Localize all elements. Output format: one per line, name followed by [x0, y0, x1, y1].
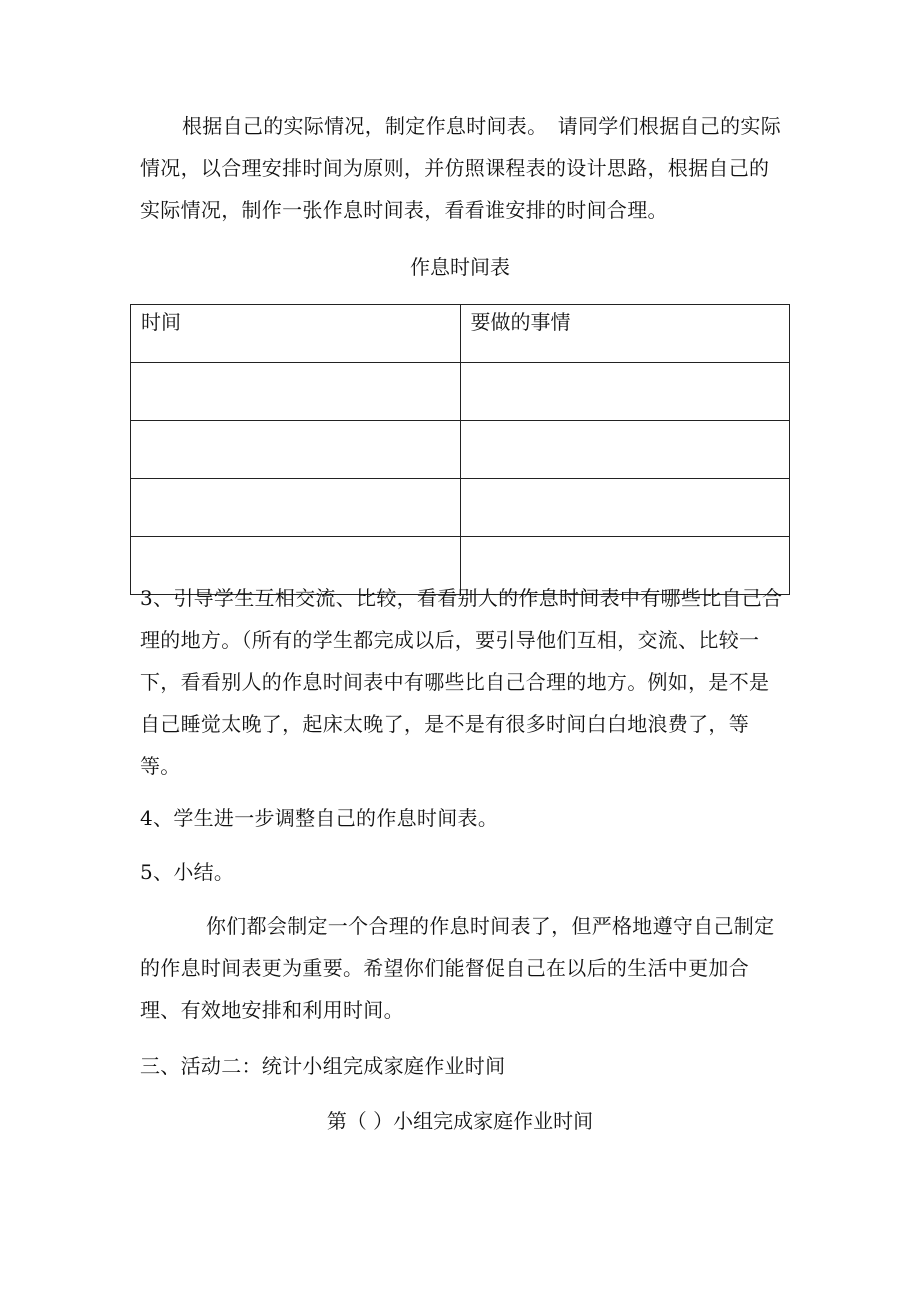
header-activity: 要做的事情 — [460, 305, 790, 363]
activity-cell — [460, 421, 790, 479]
table-row — [131, 421, 790, 479]
step-3-paragraph: 3、引导学生互相交流、比较，看看别人的作息时间表中有哪些比自己合理的地方。（所有的学生都完成以后，要引导他们互相，交流、比较一下，看看别人的作息时间表中有哪些比自己合理的地方。例如，是不是自己睡觉太晚了，起床太晚了，是不是有很多时间白白地浪费了，等等。 — [140, 586, 783, 778]
activity-cell — [460, 479, 790, 537]
step-5-paragraph: 5、小结。 — [140, 860, 235, 884]
schedule-table-title: 作息时间表 — [410, 255, 510, 279]
activity-cell — [460, 363, 790, 421]
header-time: 时间 — [131, 305, 461, 363]
step-4-paragraph: 4、学生进一步调整自己的作息时间表。 — [140, 806, 499, 830]
time-cell — [131, 421, 461, 479]
intro-paragraph: 根据自己的实际情况，制定作息时间表。 请同学们根据自己的实际情况，以合理安排时间为原则，并仿照课程表的设计思路，根据自己的实际情况，制作一张作息时间表，看看谁安排的时间合理。 — [140, 114, 781, 222]
time-cell — [131, 479, 461, 537]
activity-2-heading: 三、活动二：统计小组完成家庭作业时间 — [140, 1054, 506, 1078]
table-row — [131, 363, 790, 421]
homework-table-title: 第（ ）小组完成家庭作业时间 — [326, 1109, 594, 1133]
time-cell — [131, 363, 461, 421]
schedule-table — [130, 304, 790, 595]
table-row — [131, 479, 790, 537]
table-header-row — [131, 305, 790, 363]
summary-paragraph: 你们都会制定一个合理的作息时间表了，但严格地遵守自己制定的作息时间表更为重要。希望你们能督促自己在以后的生活中更加合理、有效地安排和利用时间。 — [140, 914, 775, 1022]
